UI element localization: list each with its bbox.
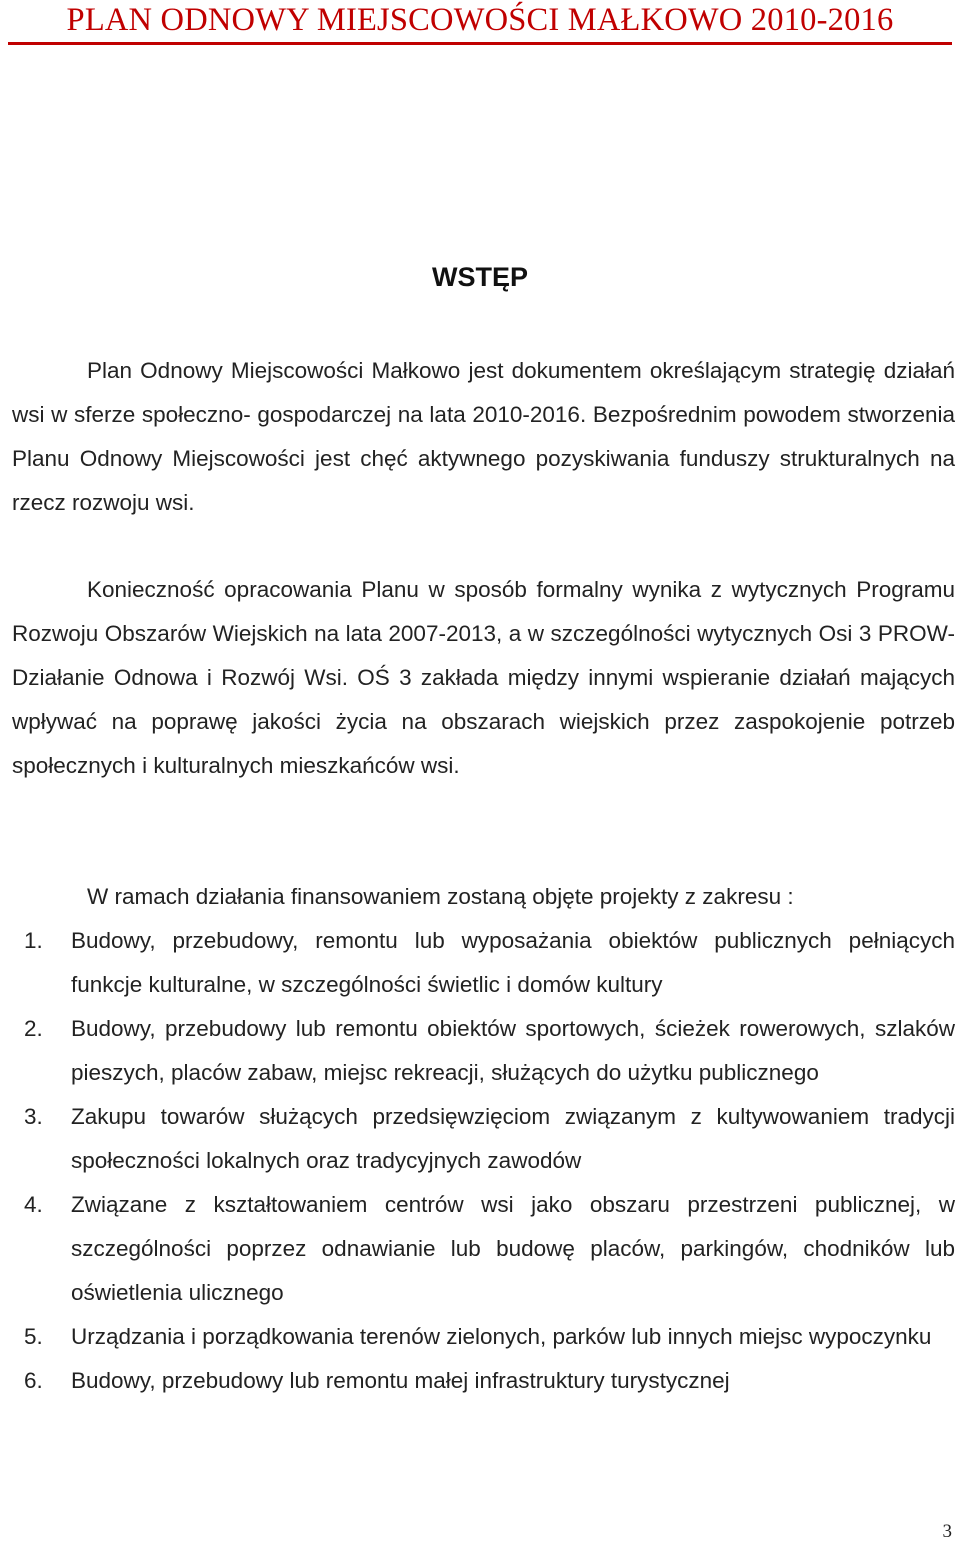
list-item [12, 1183, 955, 1315]
list-item [12, 1007, 955, 1095]
list-item [12, 1095, 955, 1183]
list-item-number: 5. [24, 1324, 43, 1349]
document-running-title: PLAN ODNOWY MIEJSCOWOŚCI MAŁKOWO 2010-2016 [66, 2, 894, 38]
list-item [12, 919, 955, 1007]
list-item-number: 1. [24, 928, 43, 953]
header-divider [8, 42, 952, 45]
project-scope-list [12, 919, 955, 1403]
paragraph-requirements: Konieczność opracowania Planu w sposób formalny wynika z wytycznych Programu Rozwoju Obszarów Wiejskich na lata 2007-2013, a w szczególności wytycznych Osi 3 PROW- Działanie Odnowa i Rozwój Wsi. OŚ 3 zakłada między innymi wspieranie działań mających wpływać na poprawę jakości życia na obszarach wiejskich przez zaspokojenie potrzeb społecznych i kulturalnych mieszkańców wsi. [12, 577, 955, 778]
list-item [12, 1359, 955, 1403]
list-intro: W ramach działania finansowaniem zostaną objęte projekty z zakresu : [87, 884, 794, 909]
list-item-number: 3. [24, 1104, 43, 1129]
list-item-number: 4. [24, 1192, 43, 1217]
list-item-text: Budowy, przebudowy lub remontu małej infrastruktury turystycznej [71, 1368, 730, 1393]
list-item-text: Zakupu towarów służących przedsięwzięciom związanym z kultywowaniem tradycji społeczności lokalnych oraz tradycyjnych zawodów [71, 1104, 955, 1173]
list-item-number: 2. [24, 1016, 43, 1041]
list-item-text: Związane z kształtowaniem centrów wsi jako obszaru przestrzeni publicznej, w szczególności poprzez odnawianie lub budowę placów, parkingów, chodników lub oświetlenia ulicznego [71, 1192, 955, 1305]
section-heading: WSTĘP [431, 262, 528, 292]
list-item-number: 6. [24, 1368, 43, 1393]
list-item-text: Budowy, przebudowy, remontu lub wyposażania obiektów publicznych pełniących funkcje kulturalne, w szczególności świetlic i domów kultury [71, 928, 955, 997]
list-item-text: Urządzania i porządkowania terenów zielonych, parków lub innych miejsc wypoczynku [71, 1324, 932, 1349]
list-item [12, 1315, 955, 1359]
list-item-text: Budowy, przebudowy lub remontu obiektów sportowych, ścieżek rowerowych, szlaków pieszych, placów zabaw, miejsc rekreacji, służących do użytku publicznego [71, 1016, 955, 1085]
page-header [0, 0, 960, 48]
page-number: 3 [942, 1521, 952, 1542]
paragraph-intro: Plan Odnowy Miejscowości Małkowo jest dokumentem określającym strategię działań wsi w sferze społeczno- gospodarczej na lata 2010-2016. Bezpośrednim powodem stworzenia Planu Odnowy Miejscowości jest chęć aktywnego pozyskiwania funduszy strukturalnych na rzecz rozwoju wsi. [12, 358, 955, 515]
